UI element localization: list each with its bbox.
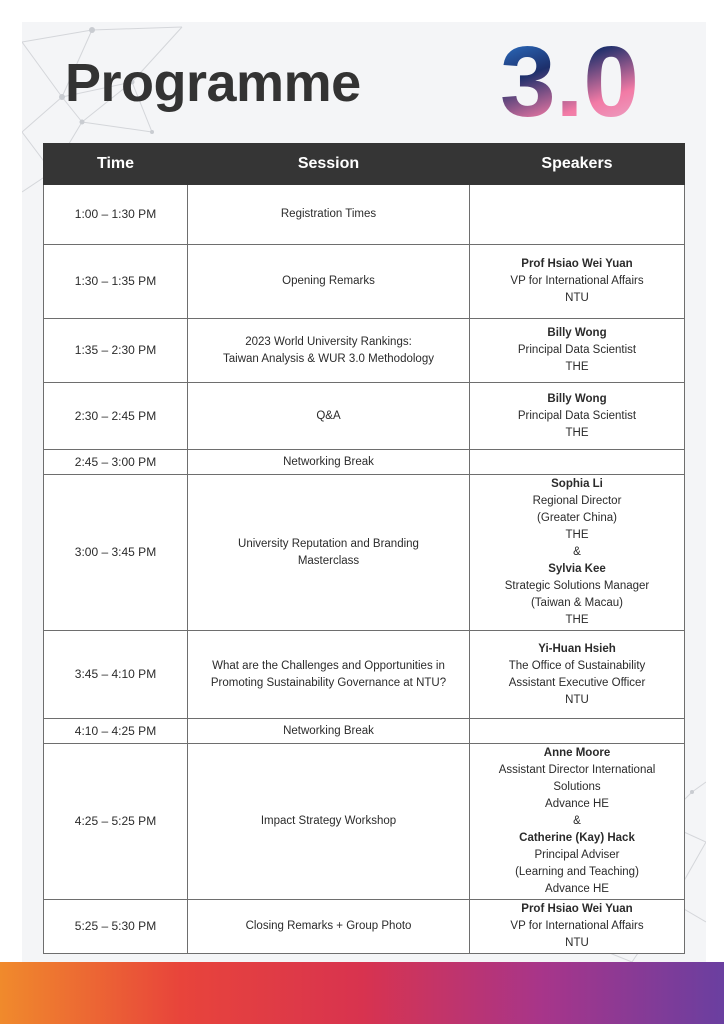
speaker-detail: Solutions [553, 781, 601, 793]
session-cell [188, 475, 470, 631]
speaker-detail: (Taiwan & Macau) [530, 597, 624, 609]
speaker-detail: Regional Director [532, 495, 622, 507]
time-cell: 1:30 – 1:35 PM [44, 245, 188, 319]
session-cell [188, 245, 470, 319]
session-cell [188, 744, 470, 900]
speakers-cell [470, 185, 685, 245]
session-line: Networking Break [283, 724, 374, 737]
session-line: What are the Challenges and Opportunities in [212, 659, 445, 672]
speaker-name: Billy Wong [547, 327, 607, 339]
session-cell [188, 185, 470, 245]
speaker-detail: Principal Data Scientist [517, 344, 637, 356]
speaker-name: Anne Moore [543, 747, 611, 759]
speakers-cell [470, 383, 685, 450]
speaker-detail: NTU [565, 693, 589, 706]
table-row [44, 631, 685, 719]
speakers-cell [470, 900, 685, 954]
speaker-detail: & [573, 546, 581, 558]
speaker-detail: Advance HE [545, 798, 609, 810]
speakers-cell [470, 744, 685, 900]
session-cell [188, 383, 470, 450]
speakers-cell [470, 631, 685, 719]
speaker-detail: NTU [565, 937, 589, 949]
session-line: Promoting Sustainability Governance at NTU? [210, 676, 447, 689]
speaker-name: Sylvia Kee [548, 563, 606, 575]
session-cell [188, 719, 470, 744]
speaker-detail: THE [565, 529, 589, 541]
programme-table [43, 143, 685, 954]
speaker-detail: VP for International Affairs [510, 920, 644, 932]
session-line: University Reputation and Branding [238, 537, 419, 550]
time-cell: 3:45 – 4:10 PM [44, 631, 188, 719]
time-cell: 5:25 – 5:30 PM [44, 900, 188, 954]
time-cell: 4:10 – 4:25 PM [44, 719, 188, 744]
speaker-detail: (Learning and Teaching) [515, 866, 639, 878]
table-row [44, 185, 685, 245]
wur-3-logo: 3.0 [500, 26, 640, 138]
speaker-name: Prof Hsiao Wei Yuan [521, 258, 633, 270]
speaker-detail: Principal Data Scientist [517, 409, 637, 422]
speakers-cell [470, 719, 685, 744]
speaker-name: Billy Wong [547, 392, 607, 405]
table-row [44, 719, 685, 744]
speaker-detail: NTU [565, 292, 589, 304]
session-cell [188, 631, 470, 719]
speaker-detail: THE [565, 361, 589, 373]
page-sheet [22, 22, 706, 962]
time-cell: 4:25 – 5:25 PM [44, 744, 188, 900]
speaker-detail: & [573, 815, 581, 827]
session-line: Masterclass [297, 554, 360, 567]
time-cell: 3:00 – 3:45 PM [44, 475, 188, 631]
time-cell: 2:30 – 2:45 PM [44, 383, 188, 450]
table-row [44, 319, 685, 383]
speaker-name: Prof Hsiao Wei Yuan [521, 903, 633, 915]
time-cell: 2:45 – 3:00 PM [44, 450, 188, 475]
speaker-detail: THE [565, 426, 589, 439]
time-cell: 1:00 – 1:30 PM [44, 185, 188, 245]
table-row [44, 450, 685, 475]
speaker-name: Sophia Li [551, 478, 603, 490]
speakers-cell [470, 450, 685, 475]
session-line: Impact Strategy Workshop [260, 815, 397, 827]
header-session: Session [188, 144, 470, 185]
session-line: 2023 World University Rankings: [245, 335, 412, 348]
speaker-detail: The Office of Sustainability [508, 659, 646, 672]
speaker-detail: VP for International Affairs [510, 275, 644, 287]
table-row [44, 383, 685, 450]
page-title: Programme [65, 53, 361, 113]
session-cell [188, 319, 470, 383]
table-row [44, 900, 685, 954]
speakers-cell [470, 475, 685, 631]
header-speakers: Speakers [470, 144, 685, 185]
speakers-cell [470, 319, 685, 383]
speaker-detail: Strategic Solutions Manager [504, 580, 650, 592]
session-line: Registration Times [280, 208, 377, 220]
header-time: Time [44, 144, 188, 185]
speakers-cell [470, 245, 685, 319]
speaker-detail: Principal Adviser [534, 849, 620, 861]
speaker-detail: THE [565, 614, 589, 626]
speaker-name: Yi-Huan Hsieh [538, 642, 616, 655]
table-row [44, 475, 685, 631]
table-row [44, 245, 685, 319]
session-line: Closing Remarks + Group Photo [245, 920, 412, 932]
speaker-name: Catherine (Kay) Hack [519, 832, 635, 844]
speaker-detail: Assistant Director International [498, 764, 656, 776]
speaker-detail: Assistant Executive Officer [508, 676, 646, 689]
session-line: Networking Break [283, 455, 374, 468]
session-cell [188, 900, 470, 954]
speaker-detail: (Greater China) [537, 512, 617, 524]
speaker-detail: Advance HE [545, 883, 609, 895]
session-cell [188, 450, 470, 475]
session-line: Taiwan Analysis & WUR 3.0 Methodology [223, 352, 434, 365]
time-cell: 1:35 – 2:30 PM [44, 319, 188, 383]
table-row [44, 744, 685, 900]
bottom-gradient-bar [0, 962, 724, 1024]
session-line: Q&A [316, 409, 341, 422]
session-line: Opening Remarks [282, 275, 375, 287]
table-header-row [44, 144, 685, 185]
